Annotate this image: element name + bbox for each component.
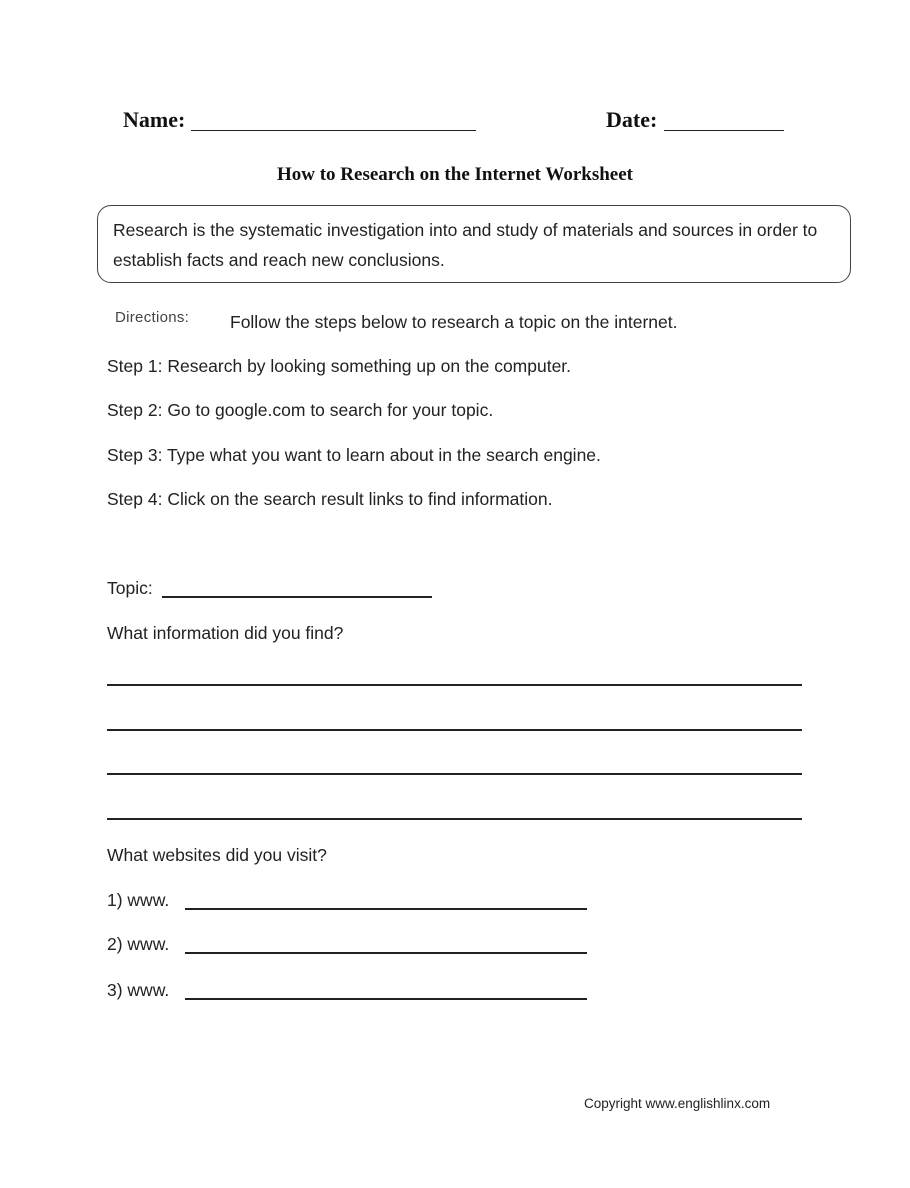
step-2: Step 2: Go to google.com to search for your topic.: [107, 400, 494, 420]
information-answer-line-3[interactable]: [107, 773, 802, 775]
website-1-line[interactable]: [185, 908, 587, 910]
name-label: Name:: [123, 107, 186, 132]
date-label: Date:: [606, 107, 658, 132]
name-line[interactable]: [191, 130, 476, 131]
website-2-label: 2) www.: [107, 934, 170, 954]
directions-text: Follow the steps below to research a topic on the internet.: [230, 312, 678, 332]
information-question: What information did you find?: [107, 623, 344, 643]
step-4: Step 4: Click on the search result links to find information.: [107, 489, 553, 509]
definition-box: [97, 205, 851, 283]
information-answer-line-1[interactable]: [107, 684, 802, 686]
topic-answer-line[interactable]: [162, 596, 432, 598]
website-3-label: 3) www.: [107, 980, 170, 1000]
information-answer-line-2[interactable]: [107, 729, 802, 731]
website-1-label: 1) www.: [107, 890, 170, 910]
information-answer-line-4[interactable]: [107, 818, 802, 820]
worksheet-title: How to Research on the Internet Worksheet: [276, 164, 634, 185]
step-3: Step 3: Type what you want to learn about in the search engine.: [107, 445, 601, 465]
definition-text: Research is the systematic investigation into and study of materials and sources in order to establish facts and reach new conclusions.: [113, 220, 818, 270]
step-1: Step 1: Research by looking something up on the computer.: [107, 356, 572, 376]
website-3-line[interactable]: [185, 998, 587, 1000]
directions-label: Directions:: [115, 309, 190, 326]
website-2-line[interactable]: [185, 952, 587, 954]
topic-label: Topic:: [107, 578, 153, 598]
date-line[interactable]: [664, 130, 784, 131]
copyright-text: Copyright www.englishlinx.com: [584, 1096, 771, 1111]
websites-question: What websites did you visit?: [107, 845, 327, 865]
